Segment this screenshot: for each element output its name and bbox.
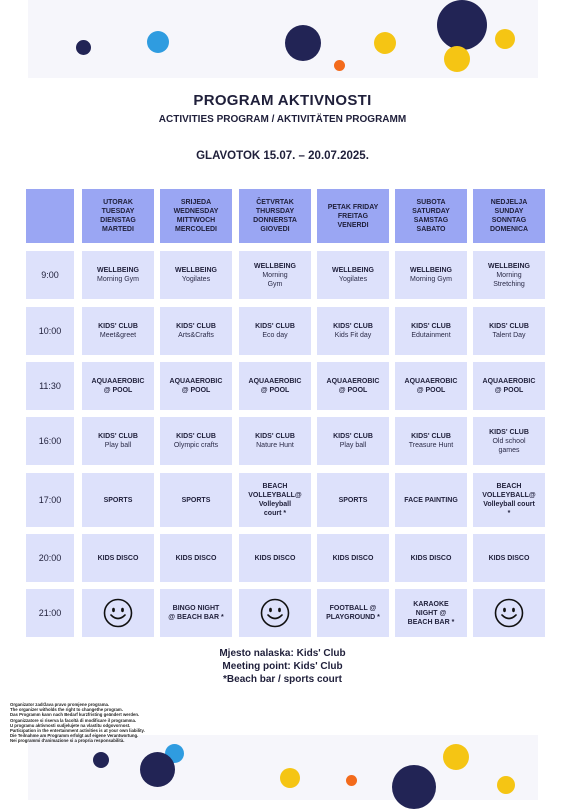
activity-detail: Stretching — [493, 280, 525, 288]
activity-name: BEACH — [496, 483, 522, 490]
smiley-icon — [260, 598, 290, 628]
day-name-line: TUESDAY — [101, 208, 135, 215]
activity-cell — [317, 417, 389, 465]
activity-name: KIDS' CLUB — [176, 433, 216, 440]
day-name-line: DIENSTAG — [100, 217, 136, 224]
day-header-4 — [317, 189, 389, 243]
activity-detail: Eco day — [262, 332, 288, 339]
activity-cell — [160, 534, 232, 582]
day-name-line: MERCOLEDI — [175, 226, 217, 233]
activity-detail: Edutainment — [411, 332, 451, 339]
activity-detail: Volleyball court — [483, 501, 535, 508]
day-name-line: GIOVEDI — [260, 226, 290, 233]
disclaimer-line: Die Teilnahme am Programm erfolgt auf eigene Verantwortung. — [10, 733, 139, 739]
activity-detail: Kids Fit day — [334, 332, 372, 339]
day-name-line: SUNDAY — [494, 208, 524, 215]
yellow-circle-decoration — [495, 29, 515, 49]
activity-name: KIDS DISCO — [254, 554, 296, 562]
activity-cell — [239, 362, 311, 410]
yellow-dot-decoration — [280, 768, 300, 788]
activity-name: SPORTS — [181, 496, 211, 504]
activity-name: AQUAAEROBIC — [482, 378, 536, 385]
activity-cell — [317, 589, 389, 637]
activity-name: AQUAAEROBIC — [404, 378, 458, 385]
activity-detail: Yogilates — [338, 276, 368, 283]
day-name-line: SATURDAY — [412, 208, 450, 215]
time-cell: 10:00 — [26, 307, 74, 355]
day-name-line: FREITAG — [337, 212, 369, 220]
activity-detail: @ POOL — [338, 387, 368, 394]
activity-detail: @ BEACH BAR * — [168, 614, 224, 621]
activity-name: KIDS DISCO — [175, 554, 217, 562]
activity-cell — [395, 534, 467, 582]
activity-detail: @ POOL — [181, 387, 211, 394]
activity-name: WELLBEING — [175, 267, 217, 274]
activity-name: SPORTS — [103, 496, 133, 504]
day-name-line: SUBOTA — [416, 199, 446, 206]
disclaimer-line: Das Programm kann nach Bedarf kurzfristing geändert werden. — [10, 712, 140, 718]
activity-cell — [160, 362, 232, 410]
activity-cell — [239, 589, 311, 637]
activity-name: KIDS DISCO — [97, 554, 139, 562]
disclaimer-line: Organizzatore si riserva la facoltà di modificare il programma. — [10, 717, 137, 723]
activity-detail: @ POOL — [260, 387, 290, 394]
yellow-circle-decoration — [443, 744, 469, 770]
day-header-2 — [160, 189, 232, 243]
activity-name: KARAOKE — [413, 600, 449, 608]
day-name-line: WEDNESDAY — [173, 208, 219, 215]
disclaimer-line: The organizer witholds the right to changethe program. — [10, 707, 123, 713]
day-name-line: SABATO — [416, 226, 446, 233]
activity-cell — [239, 307, 311, 355]
activity-detail: Treasure Hunt — [408, 442, 454, 449]
activity-name: KIDS DISCO — [488, 554, 530, 562]
day-name-line: DOMENICA — [489, 226, 529, 233]
orange-dot-decoration — [346, 775, 357, 786]
activity-detail: Volleyball — [258, 501, 292, 508]
activity-name: KIDS' CLUB — [489, 323, 529, 330]
meeting-place-hr: Mjesto nalaska: Kids' Club — [219, 648, 346, 659]
day-header-3 — [239, 189, 311, 243]
activity-name: KIDS' CLUB — [489, 428, 529, 436]
day-name-line: UTORAK — [103, 199, 133, 206]
corner-header-cell — [26, 189, 74, 243]
activity-cell — [473, 473, 545, 527]
activity-cell — [160, 417, 232, 465]
activity-cell — [239, 473, 311, 527]
time-cell: 16:00 — [26, 417, 74, 465]
day-name-line: ČETVRTAK — [256, 199, 294, 206]
activity-detail: PLAYGROUND * — [326, 614, 380, 621]
activity-detail: Morning Gym — [96, 276, 139, 283]
activity-name: KIDS' CLUB — [411, 323, 451, 330]
day-name-line: SONNTAG — [491, 217, 527, 224]
activity-detail: Meet&greet — [99, 332, 137, 339]
activity-name: BEACH — [262, 483, 288, 490]
page-title: PROGRAM AKTIVNOSTI — [193, 92, 372, 109]
activity-cell — [473, 534, 545, 582]
day-name-line: DONNERSTA — [253, 217, 297, 224]
activity-detail: Morning — [262, 271, 288, 279]
activity-detail: @ POOL — [494, 387, 524, 394]
activity-cell — [395, 589, 467, 637]
activity-detail: VOLLEYBALL@ — [248, 492, 302, 499]
activity-name: KIDS' CLUB — [255, 433, 295, 440]
activity-cell — [160, 307, 232, 355]
activity-detail: Nature Hunt — [256, 442, 294, 449]
blue-dot-decoration — [147, 31, 169, 53]
activity-detail: Play ball — [104, 442, 132, 449]
navy-circle-decoration — [392, 765, 436, 809]
activity-name: AQUAAEROBIC — [169, 378, 223, 385]
activity-cell — [317, 307, 389, 355]
activity-name: KIDS' CLUB — [176, 323, 216, 330]
activity-name: KIDS' CLUB — [333, 433, 373, 440]
time-cell: 20:00 — [26, 534, 74, 582]
activity-name: SPORTS — [338, 496, 368, 504]
activity-cell — [395, 251, 467, 299]
activity-name: KIDS DISCO — [332, 554, 374, 562]
activity-detail: Morning — [496, 271, 522, 279]
activity-cell — [317, 534, 389, 582]
activity-name: KIDS' CLUB — [411, 433, 451, 440]
activity-cell — [82, 307, 154, 355]
navy-dot-decoration — [93, 752, 109, 768]
navy-circle-decoration — [140, 752, 175, 787]
day-name-line: MARTEDI — [102, 226, 134, 233]
activity-detail: Morning Gym — [409, 276, 452, 283]
activity-cell — [82, 362, 154, 410]
navy-dot-decoration — [76, 40, 91, 55]
smiley-icon — [103, 598, 133, 628]
activity-cell — [473, 362, 545, 410]
day-header-5 — [395, 189, 467, 243]
activity-cell — [239, 251, 311, 299]
activity-detail: Yogilates — [181, 276, 211, 283]
activity-cell — [473, 589, 545, 637]
orange-dot-decoration — [334, 60, 345, 71]
activity-cell — [317, 362, 389, 410]
activity-name: WELLBEING — [254, 262, 296, 270]
activity-name: AQUAAEROBIC — [91, 378, 145, 385]
activity-cell — [395, 417, 467, 465]
disclaimer-line: Nei programmi d'animazione si a propria responsabilità. — [10, 738, 125, 744]
day-name-line: VENERDI — [337, 221, 369, 229]
activity-name: KIDS' CLUB — [255, 323, 295, 330]
activity-name: AQUAAEROBIC — [248, 378, 302, 385]
activity-cell — [317, 473, 389, 527]
activity-name: FOOTBALL @ — [329, 605, 377, 612]
disclaimer-line: Organizator zadržava pravo promjene programa. — [10, 702, 110, 707]
activity-detail: court * — [263, 510, 287, 517]
activity-detail: Play ball — [339, 442, 367, 449]
activity-name: WELLBEING — [410, 267, 452, 274]
activity-detail: @ POOL — [103, 387, 133, 394]
yellow-dot-decoration — [374, 32, 396, 54]
yellow-dot-decoration — [497, 776, 515, 794]
activity-detail: Gym — [267, 280, 283, 288]
day-name-line: THURSDAY — [255, 208, 295, 215]
activity-cell — [82, 589, 154, 637]
disclaimer-line: U programu aktivnosti sudjelujete na vlastitu odgovornost. — [10, 722, 131, 728]
meeting-point-en: Meeting point: Kids' Club — [222, 661, 343, 672]
activity-cell — [82, 251, 154, 299]
activity-detail: games — [498, 446, 520, 454]
activity-name: WELLBEING — [488, 262, 530, 270]
activity-detail: VOLLEYBALL@ — [482, 492, 536, 499]
activity-cell — [82, 417, 154, 465]
activity-cell — [395, 362, 467, 410]
day-name-line: MITTWOCH — [176, 217, 216, 224]
activity-detail: Old school — [492, 437, 526, 445]
activity-name: KIDS DISCO — [410, 554, 452, 562]
activity-name: KIDS' CLUB — [98, 323, 138, 330]
navy-large-circle-decoration — [437, 0, 487, 50]
activity-cell — [82, 534, 154, 582]
activity-cell — [239, 417, 311, 465]
activity-cell — [395, 307, 467, 355]
day-name-line: NEDJELJA — [490, 199, 528, 206]
activity-name: BINGO NIGHT — [172, 605, 220, 612]
disclaimer — [10, 702, 145, 744]
time-cell: 17:00 — [26, 473, 74, 527]
page-subtitle: ACTIVITIES PROGRAM / AKTIVITÄTEN PROGRAMM — [158, 114, 407, 125]
activity-cell — [160, 473, 232, 527]
day-name-line: SAMSTAG — [413, 217, 449, 224]
activity-detail: Talent Day — [492, 332, 526, 339]
activity-cell — [239, 534, 311, 582]
activity-name: WELLBEING — [97, 267, 139, 274]
day-name-line: SRIJEDA — [180, 199, 212, 206]
activity-detail: NIGHT @ — [415, 609, 447, 617]
activity-cell — [473, 251, 545, 299]
day-header-1 — [82, 189, 154, 243]
activity-cell — [473, 307, 545, 355]
activity-cell — [160, 589, 232, 637]
activity-detail: @ POOL — [416, 387, 446, 394]
activity-cell — [395, 473, 467, 527]
smiley-icon — [494, 598, 524, 628]
activity-name: KIDS' CLUB — [333, 323, 373, 330]
location-dates: GLAVOTOK 15.07. – 20.07.2025. — [196, 150, 369, 162]
activity-cell — [160, 251, 232, 299]
activity-detail: Olympic crafts — [173, 442, 219, 449]
activity-cell — [473, 417, 545, 465]
activity-detail: * — [507, 510, 511, 517]
day-name-line: PETAK FRIDAY — [327, 203, 379, 211]
day-header-6 — [473, 189, 545, 243]
navy-circle-decoration — [285, 25, 321, 61]
time-cell: 11:30 — [26, 362, 74, 410]
activity-name: KIDS' CLUB — [98, 433, 138, 440]
venue-note: *Beach bar / sports court — [223, 674, 342, 685]
time-cell: 21:00 — [26, 589, 74, 637]
disclaimer-line: Participation in the entertainment activities is at your own liability. — [10, 728, 145, 734]
activity-name: AQUAAEROBIC — [326, 378, 380, 385]
activity-cell — [317, 251, 389, 299]
activity-name: FACE PAINTING — [404, 496, 458, 504]
activity-name: WELLBEING — [332, 267, 374, 274]
time-cell: 9:00 — [26, 251, 74, 299]
activity-detail: BEACH BAR * — [407, 618, 455, 626]
yellow-circle-decoration — [444, 46, 470, 72]
activity-cell — [82, 473, 154, 527]
activity-detail: Arts&Crafts — [178, 332, 214, 339]
